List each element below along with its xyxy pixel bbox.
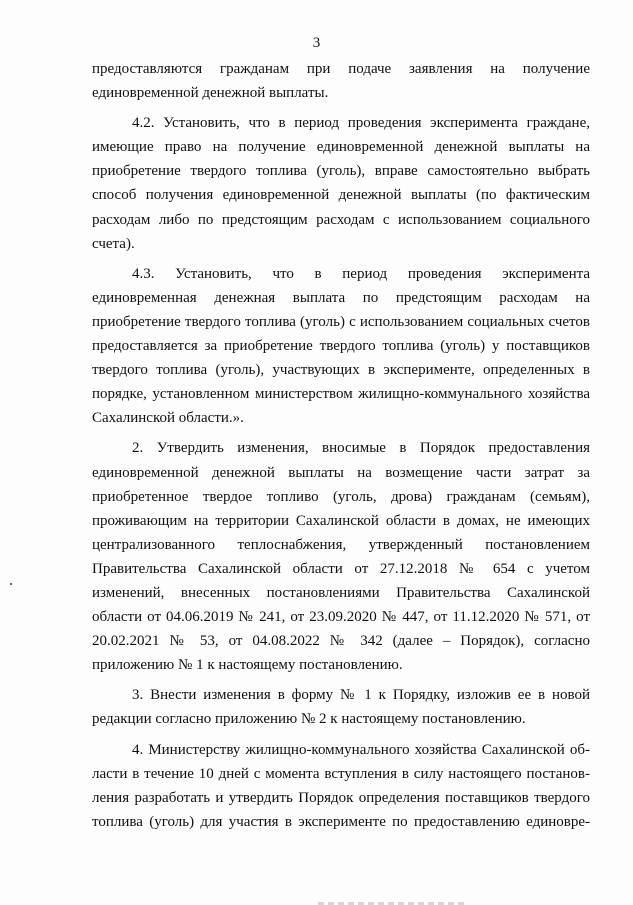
text-line: единовременной денежной выплаты. <box>92 85 329 102</box>
text-line: ления разработать и утвердить Порядок определения поставщиков твердого <box>92 789 590 806</box>
text-line: 4.3. Установить, что в период проведения эксперимента <box>132 265 590 282</box>
text-line: централизованного теплоснабжения, утвержденный постановлением <box>92 536 590 553</box>
text-line: единовременной денежной выплаты на возмещение части затрат за <box>92 464 590 481</box>
text-line: приобретение твердого топлива (уголь), вправе самостоятельно выбрать <box>92 163 590 180</box>
text-line: приобретение твердого топлива (уголь) с использованием социальных счетов <box>92 313 590 330</box>
text-line: предоставляется за приобретение твердого топлива (уголь) у поставщиков <box>92 338 590 355</box>
text-line: топлива (уголь) для участия в эксперименте по предоставлению единовре- <box>92 813 590 830</box>
text-line: счета). <box>92 235 135 252</box>
text-line: ласти в течение 10 дней с момента вступления в силу настоящего постанов- <box>92 765 590 782</box>
text-line: 2. Утвердить изменения, вносимые в Порядок предоставления <box>132 440 590 457</box>
text-line: изменений, внесенных постановлениями Правительства Сахалинской <box>92 584 590 601</box>
scan-artifact-dot <box>10 583 12 585</box>
text-line: проживающим на территории Сахалинской области в домах, не имеющих <box>92 512 590 529</box>
page-number: 3 <box>312 35 321 51</box>
text-line: редакции согласно приложению № 2 к настоящему постановлению. <box>92 711 526 728</box>
text-line: 3. Внести изменения в форму № 1 к Порядку, изложив ее в новой <box>132 687 590 704</box>
text-line: способ получения единовременной денежной выплаты (по фактическим <box>92 187 590 204</box>
text-line: имеющие право на получение единовременной денежной выплаты на <box>92 139 590 156</box>
text-line: предоставляются гражданам при подаче заявления на получение <box>92 61 590 77</box>
text-line: 4.2. Установить, что в период проведения эксперимента граждане, <box>132 115 590 132</box>
text-line: порядке, установленном министерством жилищно-коммунального хозяйства <box>92 386 590 403</box>
text-line: твердого топлива (уголь), участвующих в эксперименте, определенных в <box>92 362 590 379</box>
text-line: области от 04.06.2019 № 241, от 23.09.2020 № 447, от 11.12.2020 № 571, от <box>92 609 590 626</box>
text-line: Правительства Сахалинской области от 27.12.2018 № 654 с учетом <box>92 560 590 577</box>
text-line: приложению № 1 к настоящему постановлению. <box>92 657 403 674</box>
text-line: Сахалинской области.». <box>92 410 244 427</box>
document-body <box>92 57 590 834</box>
text-line: единовременная денежная выплата по предстоящим расходам на <box>92 289 590 306</box>
text-line: 4. Министерству жилищно-коммунального хозяйства Сахалинской об- <box>132 741 590 758</box>
text-line: приобретенное твердое топливо (уголь, дрова) гражданам (семьям), <box>92 488 590 505</box>
text-line: 20.02.2021 № 53, от 04.08.2022 № 342 (далее – Порядок), согласно <box>92 633 590 650</box>
text-line: расходам либо по предстоящим расходам с использованием социального <box>92 211 590 228</box>
